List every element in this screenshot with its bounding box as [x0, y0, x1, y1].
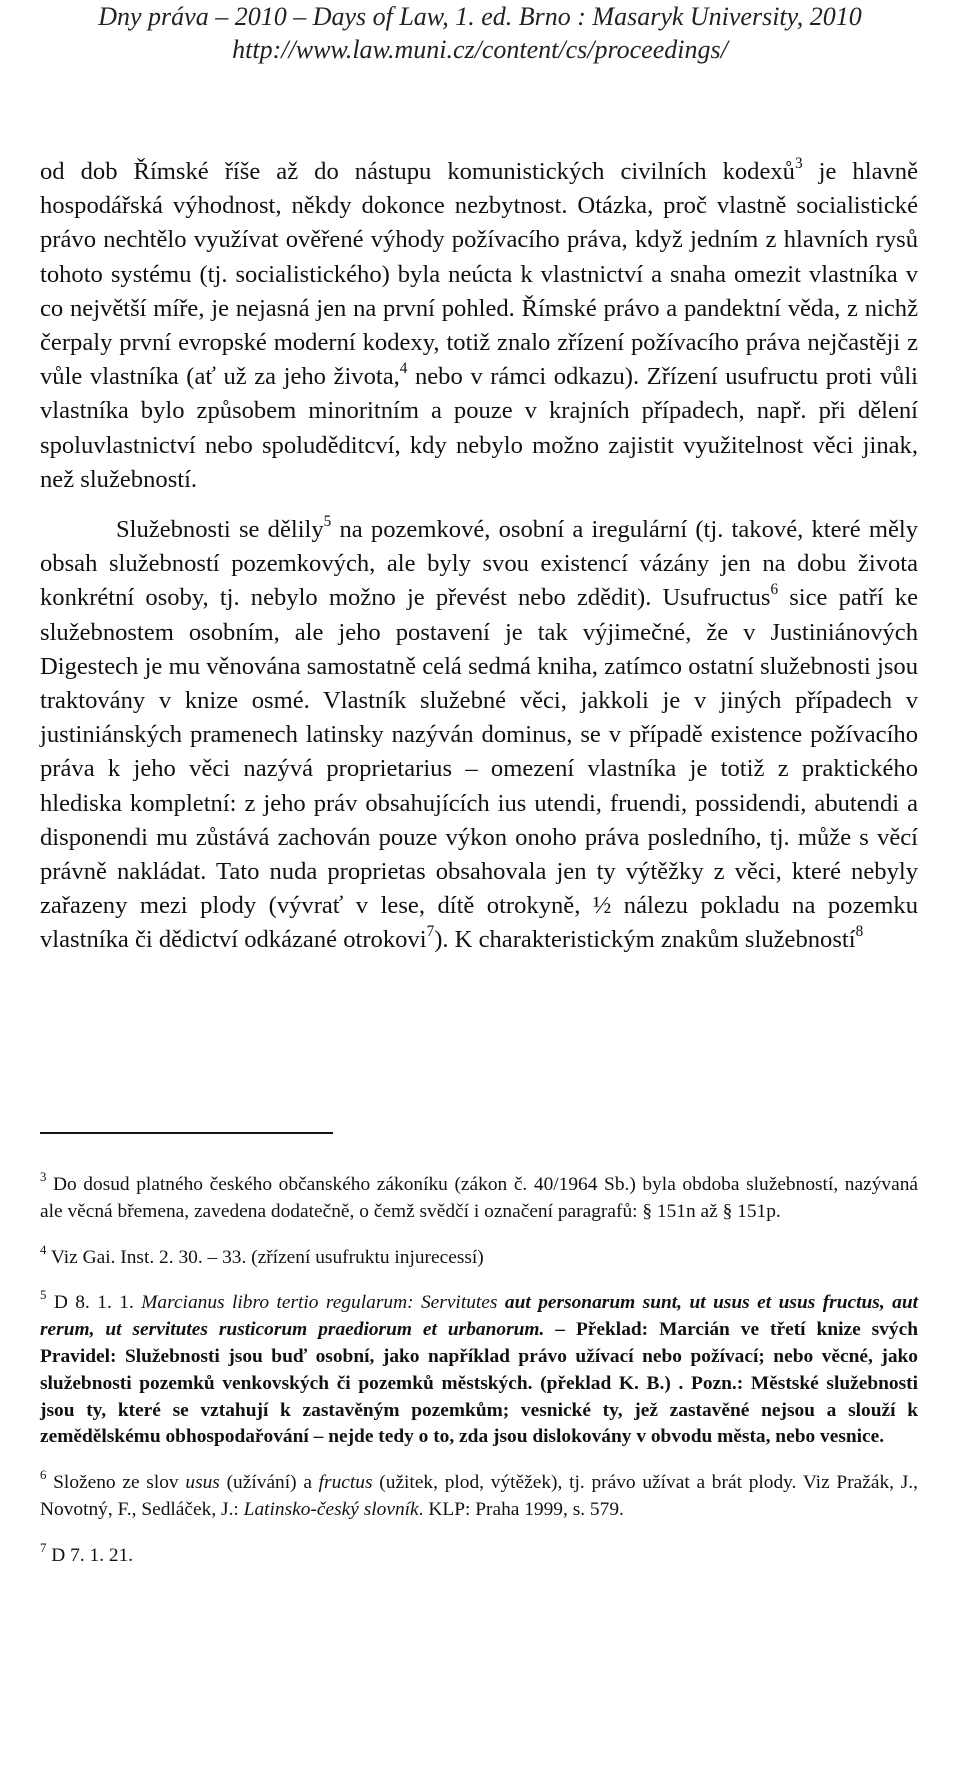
- footnote-number: 3: [40, 1170, 47, 1185]
- footnote-4: [40, 1242, 918, 1272]
- paragraph-1-text-b: je hlavně hospodářská výhodnost, někdy dokonce nezbytnost. Otázka, proč vlastně socialistické právo nechtělo využívat ověřené výhody požívacího práva, když jedním z hlavních rysů tohoto systému (tj. socialistického) byla neúcta k vlastnictví a snaha omezit vlastníka v co největší míře, je nejasná jen na první pohled. Římské právo a pandektní věda, z nichž čerpaly první evropské moderní kodexy, totiž znalo zřízení požívacího práva nejčastěji z vůle vlastníka (ať už za jeho života,: [40, 158, 918, 391]
- paragraph-2: [40, 513, 918, 958]
- footnote-text: D 8. 1. 1.: [46, 1292, 142, 1314]
- footnote-ref-4: 4: [399, 360, 408, 378]
- footnote-ref-8: 8: [855, 923, 864, 941]
- footnote-number: 4: [40, 1242, 47, 1257]
- main-text: [40, 155, 918, 958]
- footnote-text: Do dosud platného českého občanského zákoníku (zákon č. 40/1964 Sb.) byla obdoba služebností, nazývaná ale věcná břemena, zavedena dodatečně, o čemž svědčí i označení paragrafů: § 151n až § 151p.: [40, 1174, 918, 1222]
- footnote-ref-3: 3: [794, 155, 803, 173]
- footnote-text: (užitek, plod, výtěžek), tj. právo užívat a brát plody. Viz Pražák, J., Novotný, F., Sedláček, J.:: [40, 1472, 918, 1520]
- footnote-5: [40, 1290, 918, 1451]
- footnote-number: 7: [40, 1540, 47, 1555]
- footnote-ref-7: 7: [426, 923, 435, 941]
- paragraph-1-text-a: od dob Římské říše až do nástupu komunistických civilních kodexů: [40, 158, 795, 185]
- footnote-book-title: Latinsko-český slovník: [243, 1498, 419, 1520]
- footnote-text: (užívání) a: [219, 1472, 319, 1494]
- footnote-ref-6: 6: [770, 581, 779, 599]
- footnote-term-fructus: fructus: [318, 1472, 373, 1494]
- paragraph-1-text-c: nebo v rámci odkazu). Zřízení usufructu proti vůli vlastníka bylo způsobem minoritním a pouze v krajních případech, např. při dělení spoluvlastnictví nebo spoluděditcví, kdy nebylo možno zajistit využitelnost věci jinak, než služebností.: [40, 363, 918, 493]
- footnote-latin-source: Marcianus libro tertio regularum: Servitutes: [141, 1292, 505, 1314]
- footnote-3: [40, 1172, 918, 1226]
- page-header: [0, 0, 960, 66]
- footnote-term-usus: usus: [185, 1472, 220, 1494]
- footnote-latin-quote: aut personarum sunt, ut usus et usus fructus, aut rerum, ut servitutes rusticorum praediorum et urbanorum.: [40, 1292, 918, 1341]
- paragraph-2-text-a: Služebnosti se dělily: [116, 516, 324, 544]
- footnote-number: 6: [40, 1468, 47, 1483]
- footnote-separator: [40, 1132, 333, 1134]
- footnote-ref-5: 5: [323, 513, 332, 531]
- paragraph-2-text-b: na pozemkové, osobní a iregulární (tj. takové, které měly obsah služebností pozemkových, ale byly svou existencí vázány jen na dobu života konkrétní osoby, tj. nebylo možno je převést nebo zdědit). Usufructus: [40, 516, 918, 612]
- footnote-6: [40, 1470, 918, 1524]
- footnotes: [40, 1172, 918, 1589]
- paragraph-1: [40, 155, 918, 497]
- header-citation: Dny práva – 2010 – Days of Law, 1. ed. Brno : Masaryk University, 2010: [98, 2, 862, 31]
- paragraph-2-text-c: sice patří ke služebnostem osobním, ale jeho postavení je tak výjimečné, že v Justiniánových Digestech je mu věnována samostatně celá sedmá kniha, zatímco ostatní služebnosti jsou traktovány v knize osmé. Vlastník služebné věci, jakkoli je v jiných případech v justiniánských pramenech latinsky nazýván dominus, se v případě existence požívacího práva k jeho věci nazývá proprietarius – omezení vlastníka je totiž z praktického hlediska kompletní: z jeho práv obsahujících ius utendi, fruendi, possidendi, abutendi a disponendi mu zůstává zachován pouze výkon onoho práva posledního, tj. může s věcí právně nakládat. Tato nuda proprietas obsahovala jen ty výtěžky z věci, které nebyly zařazeny mezi plody (vývrať v lese, dítě otrokyně, ½ nálezu pokladu na pozemku vlastníka či dědictví odkázané otrokovi: [40, 584, 918, 954]
- footnote-7: [40, 1540, 918, 1570]
- footnote-number: 5: [40, 1288, 47, 1303]
- header-url: http://www.law.muni.cz/content/cs/proceedings/: [232, 35, 728, 64]
- footnote-text: D 7. 1. 21.: [46, 1544, 134, 1566]
- paragraph-2-text-d: ). K charakteristickým znakům služebností: [434, 926, 856, 954]
- footnote-translation: – Překlad: Marcián ve třetí knize svých Pravidel: Služebnosti jsou buď osobní, jako například právo užívací nebo požívací; nebo věcné, jako služebnosti pozemků venkovských či pozemků městských. (překlad K. B.) . Pozn.: Městské služebnosti jsou ty, které se vztahují k zastavěným pozemkům; vesnické ty, jež zastavěné nejsou a slouží k zemědělskému obhospodařování – nejde tedy o to, zda jsou dislokovány v obvodu města, nebo vesnice.: [40, 1319, 918, 1448]
- footnote-text: . KLP: Praha 1999, s. 579.: [418, 1498, 624, 1520]
- footnote-text: Viz Gai. Inst. 2. 30. – 33. (zřízení usufruktu injurecessí): [46, 1246, 484, 1268]
- footnote-text: Složeno ze slov: [46, 1472, 186, 1494]
